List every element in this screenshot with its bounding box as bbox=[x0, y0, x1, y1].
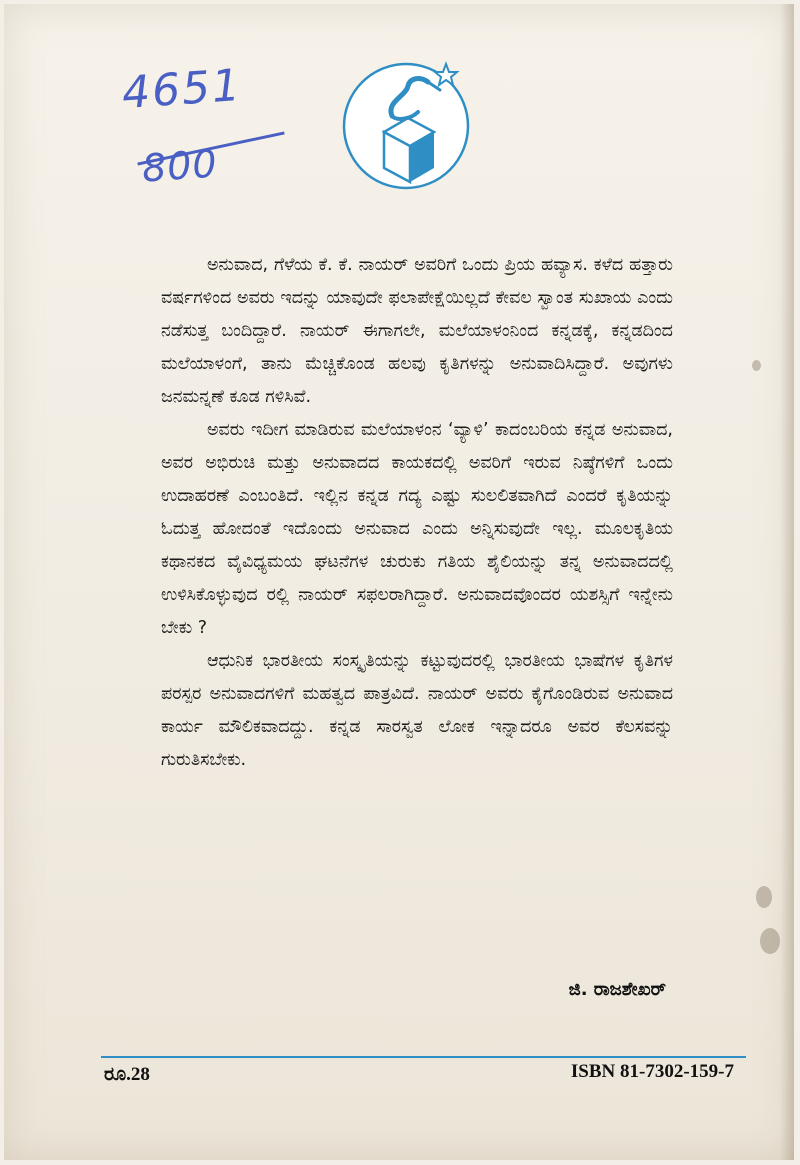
handwritten-number-bottom: 800 bbox=[140, 141, 219, 191]
stain-mark bbox=[752, 360, 761, 371]
author-signature: ಜಿ. ರಾಜಶೇಖರ್ bbox=[568, 979, 666, 1000]
blurb-text bbox=[161, 249, 673, 777]
stain-mark bbox=[756, 886, 772, 908]
book-star-logo-icon bbox=[340, 56, 476, 192]
blurb-paragraph-2: ಅವರು ಇದೀಗ ಮಾಡಿರುವ ಮಲೆಯಾಳಂನ ‘ವ್ಯಾಳಿ’ ಕಾದಂಬರಿಯ ಕನ್ನಡ ಅನುವಾದ, ಅವರ ಅಭಿರುಚಿ ಮತ್ತು ಅನುವಾದದ ಕಾಯಕದಲ್ಲಿ ಅವರಿಗೆ ಇರುವ ನಿಷ್ಠೆಗಳಿಗೆ ಒಂದು ಉದಾಹರಣೆ ಎಂಬಂತಿದೆ. ಇಲ್ಲಿನ ಕನ್ನಡ ಗದ್ಯ ಎಷ್ಟು ಸುಲಲಿತವಾಗಿದೆ ಎಂದರೆ ಕೃತಿಯನ್ನು ಓದುತ್ತ ಹೋದಂತೆ ಇದೊಂದು ಅನುವಾದ ಎಂದು ಅನ್ನಿಸುವುದೇ ಇಲ್ಲ. ಮೂಲಕೃತಿಯ ಕಥಾನಕದ ವೈವಿಧ್ಯಮಯ ಘಟನೆಗಳ ಚುರುಕು ಗತಿಯ ಶೈಲಿಯನ್ನು ತನ್ನ ಅನುವಾದದಲ್ಲಿ ಉಳಿಸಿಕೊಳ್ಳುವುದ ರಲ್ಲಿ ನಾಯರ್ ಸಫಲರಾಗಿದ್ದಾರೆ. ಅನುವಾದವೊಂದರ ಯಶಸ್ಸಿಗೆ ಇನ್ನೇನು ಬೇಕು ? bbox=[161, 420, 673, 638]
footer-divider bbox=[101, 1056, 746, 1058]
isbn-label: ISBN 81-7302-159-7 bbox=[570, 1061, 734, 1082]
blurb-paragraph-3: ಆಧುನಿಕ ಭಾರತೀಯ ಸಂಸ್ಕೃತಿಯನ್ನು ಕಟ್ಟುವುದರಲ್ಲಿ ಭಾರತೀಯ ಭಾಷೆಗಳ ಕೃತಿಗಳ ಪರಸ್ಪರ ಅನುವಾದಗಳಿಗೆ ಮಹತ್ವದ ಪಾತ್ರವಿದೆ. ನಾಯರ್ ಅವರು ಕೈಗೊಂಡಿರುವ ಅನುವಾದ ಕಾರ್ಯ ಮೌಲಿಕವಾದದ್ದು. ಕನ್ನಡ ಸಾರಸ್ವತ ಲೋಕ ಇನ್ನಾದರೂ ಅವರ ಕೆಲಸವನ್ನು ಗುರುತಿಸಬೇಕು. bbox=[161, 651, 673, 770]
blurb-paragraph-1: ಅನುವಾದ, ಗೆಳೆಯ ಕೆ. ಕೆ. ನಾಯರ್ ಅವರಿಗೆ ಒಂದು ಪ್ರಿಯ ಹವ್ಯಾಸ. ಕಳೆದ ಹತ್ತಾರು ವರ್ಷಗಳಿಂದ ಅವರು ಇದನ್ನು ಯಾವುದೇ ಫಲಾಪೇಕ್ಷೆಯಿಲ್ಲದೆ ಕೇವಲ ಸ್ವಾಂತ ಸುಖಾಯ ಎಂದು ನಡೆಸುತ್ತ ಬಂದಿದ್ದಾರೆ. ನಾಯರ್ ಈಗಾಗಲೇ, ಮಲೆಯಾಳಂನಿಂದ ಕನ್ನಡಕ್ಕೆ, ಕನ್ನಡದಿಂದ ಮಲೆಯಾಳಂಗೆ, ತಾನು ಮೆಚ್ಚಿಕೊಂಡ ಹಲವು ಕೃತಿಗಳನ್ನು ಅನುವಾದಿಸಿದ್ದಾರೆ. ಅವುಗಳು ಜನಮನ್ನಣೆ ಕೂಡ ಗಳಿಸಿವೆ. bbox=[161, 255, 673, 407]
price-label: ರೂ.28 bbox=[104, 1064, 150, 1085]
book-back-cover bbox=[4, 4, 794, 1160]
handwritten-number-top: 4651 bbox=[120, 59, 244, 120]
stain-mark bbox=[760, 928, 780, 954]
